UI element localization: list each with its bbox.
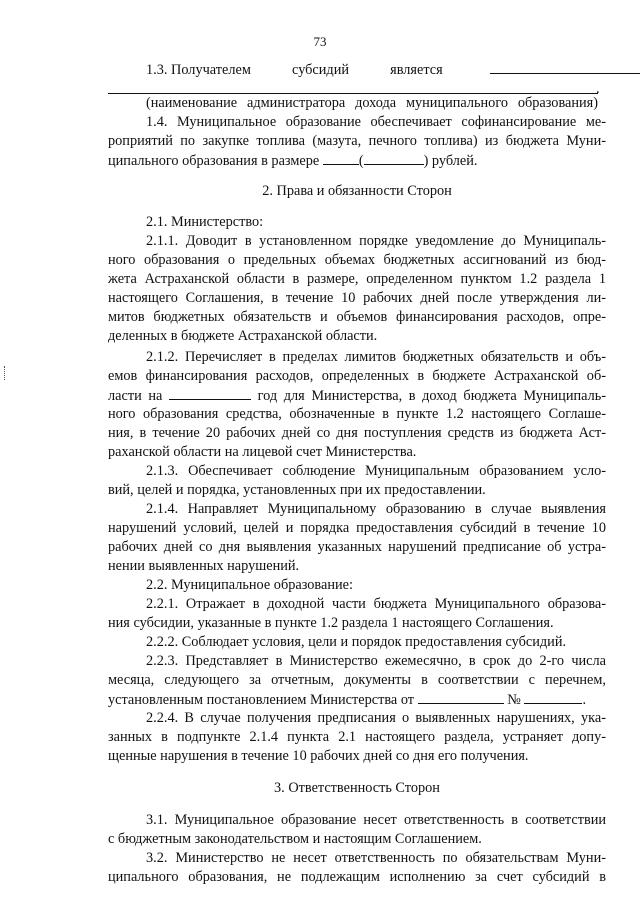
document-page: 73 1.3. Получателем субсидий является . (наименование администратора дохода муниципального образования) 1.4. Муниципальное образование обеспечивает софинансирование ме- роприятий по закупке топлива (мазута, печного топлива) из бюджета Муни- ципального образования в размере ( ) рублей. 2. Права и обязанности Сторон 2.1. Министерство: 2.1.1. Доводит в установленном порядке уведомление до Муниципаль- ного образования о предельных объемах бюджетных ассигнований из бюд- жета Астраханской области в размере, определенном пунктом 1.2 раздела 1 настоящего Соглашения, в течение 10 рабочих дней после утверждения ли- митов бюджетных обязательств и объемов финансирования расходов, опре- деленных в бюджете Астраханской области. 2.1.2. Перечисляет в пределах лимитов бюджетных обязательств и объ- емов финансирования расходов, определенных в бюджете Астраханской об- ласти на год для Министерства, в доход бюджета Муниципаль- ного образования средства, обозначенные в пункте 1.2 настоящего Соглаше- ния, в течение 20 рабочих дней со дня поступления средств из бюджета Аст- раханской области на лицевой счет Министерства. 2.1.3. Обеспечивает соблюдение Муниципальным образованием усло- вий, целей и порядка, установленных при их предоставлении. 2.1.4. Направляет Муниципальному образованию в случае выявления нарушений условий, целей и порядка предоставления субсидий в течение 10 рабочих дней со дня выявления указанных нарушений предписание об устра- нении выявленных нарушений. 2.2. Муниципальное образование: 2.2.1. Отражает в доходной части бюджета Муниципального образова- ния субсидии, указанные в пункте 1.2 раздела 1 настоящего Соглашения. 2.2.2. Соблюдает условия, цели и порядок предоставления субсидий. 2.2.3. Представляет в Министерство ежемесячно, в срок до 2-го числа месяца, следующего за отчетным, документы в соответствии с перечнем, установленным постановлением Министерства от № . 2.2.4. В случае получения предписания о выявленных нарушениях, ука- занных в подпункте 2.1.4 пункта 2.1 настоящего раздела, устраняет допу- щенные нарушения в течение 10 рабочих дней со дня его получения. 3. Ответственность Сторон 3.1. Муниципальное образование несет ответственность в соответствии с бюджетным законодательством и настоящим Соглашением. 3.2. Министерство не несет ответственность по обязательствам Муни- ципального образования, не подлежащим исполнению за счет субсидий в [0,0,640,905]
scan-margin-mark [4,366,7,380]
rule-caption: (наименование администратора дохода муниципального образования) [146,95,598,111]
clause-1-3-label: 1.3. Получателем [146,62,251,78]
clause-2-1-2-year-line: ласти на год для Министерства, в доход бюджета Муниципаль- [108,388,607,404]
recipient-blank [490,60,640,74]
page-number: 73 [313,34,327,49]
clause-1-3-line: 1.3. Получателем субсидий является [146,60,606,80]
section-2-heading: 2. Права и обязанности Сторон [262,183,452,199]
clause-1-4-amount-line: ципального образования в размере ( ) рублей. [108,153,478,169]
section-3-heading: 3. Ответственность Сторон [274,780,440,796]
clause-2-2-3-decree-line: установленным постановлением Министерства от № . [108,692,587,708]
